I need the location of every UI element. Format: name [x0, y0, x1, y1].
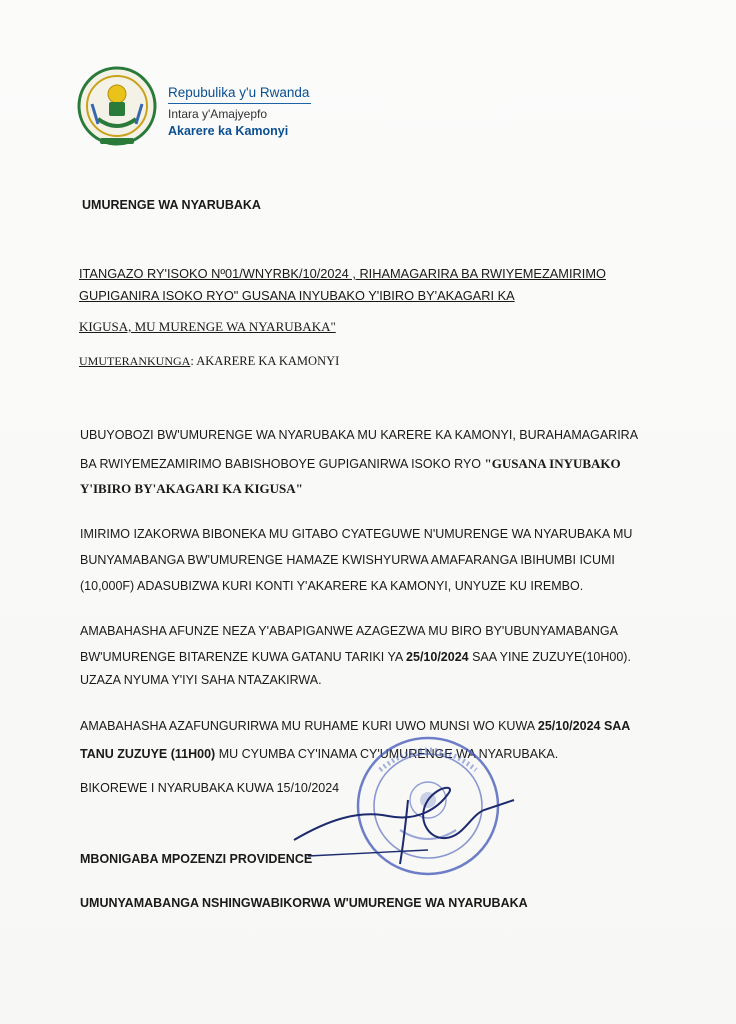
sponsor-line [79, 353, 339, 369]
sponsor-label: UMUTERANKUNGA [79, 354, 191, 368]
paragraph4-opening-time: TANU ZUZUYE (11H00) [80, 747, 216, 761]
sector-heading: UMURENGE WA NYARUBAKA [82, 198, 261, 212]
paragraph1-line2 [80, 456, 621, 472]
paragraph3-deadline-date: 25/10/2024 [406, 650, 469, 664]
notice-title-line2: GUPIGANIRA ISOKO RYO" GUSANA INYUBAKO Y'IBIRO BY'AKAGARI KA [79, 288, 515, 303]
paragraph2-line1: IMIRIMO IZAKORWA BIBONEKA MU GITABO CYATEGUWE N'UMURENGE WA NYARUBAKA MU [80, 527, 633, 541]
letterhead-province: Intara y'Amajyepfo [168, 107, 268, 121]
paragraph2-line2: BUNYAMABANGA BW'UMURENGE HAMAZE KWISHYURWA AMAFARANGA IBIHUMBI ICUMI [80, 553, 615, 567]
sponsor-value: : AKARERE KA KAMONYI [190, 354, 340, 368]
rwanda-coat-of-arms-emblem [76, 64, 158, 152]
letterhead-rule [168, 103, 311, 104]
letterhead-country: Repubulika y'u Rwanda [168, 85, 310, 100]
paragraph4-line2-text: MU CYUMBA CY'INAMA CY'UMURENGE WA NYARUBAKA. [215, 747, 559, 761]
notice-title-line3: KIGUSA, MU MURENGE WA NYARUBAKA" [79, 319, 336, 334]
notice-title-line1: ITANGAZO RY'ISOKO Nº01/WNYRBK/10/2024 , RIHAMAGARIRA BA RWIYEMEZAMIRIMO [79, 266, 606, 281]
handwritten-signature [288, 780, 518, 870]
paragraph2-line3: (10,000F) ADASUBIZWA KURI KONTI Y'AKARERE KA KAMONYI, UNYUZE KU IREMBO. [80, 579, 584, 593]
signatory-name: MBONIGABA MPOZENZI PROVIDENCE [80, 852, 313, 866]
done-at-line: BIKOREWE I NYARUBAKA KUWA 15/10/2024 [80, 781, 340, 795]
letterhead [168, 84, 311, 140]
paragraph3-line3: UZAZA NYUMA Y'IYI SAHA NTAZAKIRWA. [80, 673, 322, 687]
paragraph1-line3: Y'IBIRO BY'AKAGARI KA KIGUSA" [80, 481, 303, 496]
paragraph3-line1: AMABAHASHA AFUNZE NEZA Y'ABAPIGANWE AZAGEZWA MU BIRO BY'UBUNYAMABANGA [80, 624, 618, 638]
paragraph1-line1: UBUYOBOZI BW'UMURENGE WA NYARUBAKA MU KARERE KA KAMONYI, BURAHAMAGARIRA [80, 428, 639, 442]
paragraph4-opening-date: 25/10/2024 SAA [537, 719, 631, 733]
letterhead-district: Akarere ka Kamonyi [168, 124, 289, 138]
paragraph3-line2-text: BW'UMURENGE BITARENZE KUWA GATANU TARIKI YA [80, 650, 407, 664]
paragraph3-line2 [80, 649, 631, 665]
paragraph1-line2-text: BA RWIYEMEZAMIRIMO BABISHOBOYE GUPIGANIRWA ISOKO RYO [80, 457, 485, 471]
signatory-title: UMUNYAMABANGA NSHINGWABIKORWA W'UMURENGE WA NYARUBAKA [80, 896, 528, 910]
paragraph1-line2-project: "GUSANA INYUBAKO [484, 456, 621, 471]
paragraph3-line2-time: SAA YINE ZUZUYE(10H00). [468, 650, 631, 664]
paragraph4-line1-text: AMABAHASHA AZAFUNGURIRWA MU RUHAME KURI UWO MUNSI WO KUWA [80, 719, 538, 733]
